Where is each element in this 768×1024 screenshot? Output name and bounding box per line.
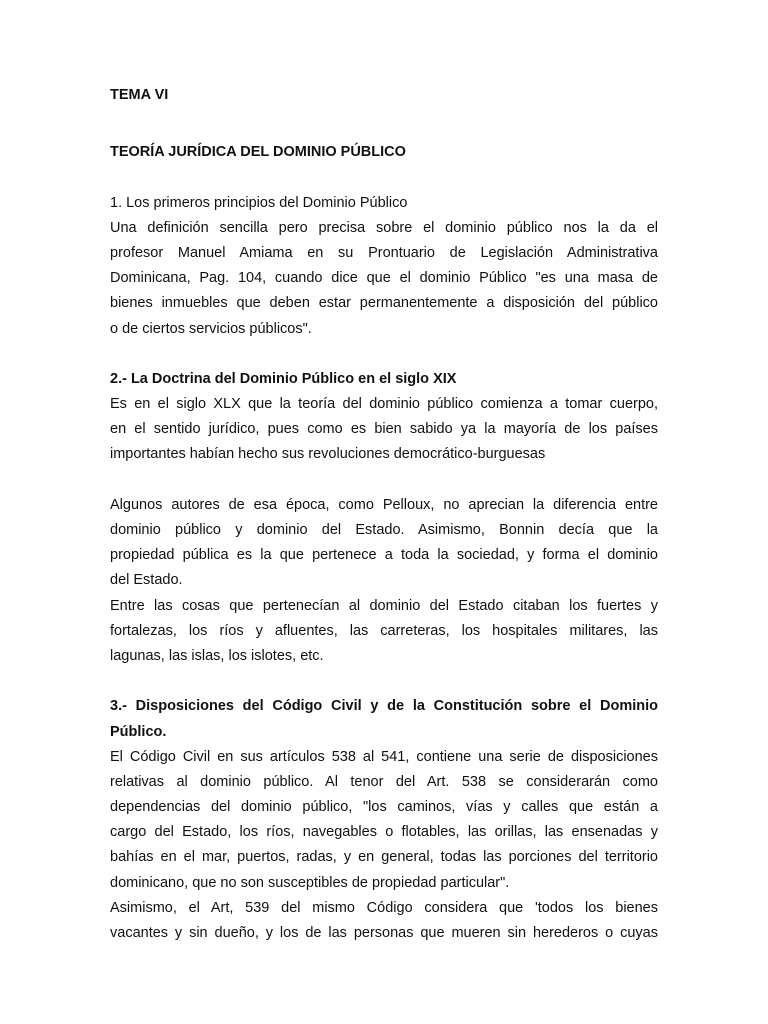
spacer <box>110 468 658 493</box>
paragraph-line: o de ciertos servicios públicos". <box>110 320 312 337</box>
paragraph-line: del Estado. <box>110 572 183 589</box>
paragraph-line: bienes inmuebles que deben estar permanentemente a disposición del público <box>110 295 658 312</box>
paragraph-line: Una definición sencilla pero precisa sobre el dominio público nos la da el <box>110 219 658 236</box>
paragraph-line: Es en el siglo XLX que la teoría del dominio público comienza a tomar cuerpo, <box>110 396 658 413</box>
paragraph-line: bahías en el mar, puertos, radas, y en general, todas las porciones del territorio <box>110 849 658 866</box>
paragraph-line: relativas al dominio público. Al tenor del Art. 538 se considerarán como <box>110 773 658 790</box>
section-3-heading: Público. <box>110 723 167 740</box>
spacer <box>110 108 658 140</box>
paragraph-line: profesor Manuel Amiama en su Prontuario de Legislación Administrativa <box>110 244 658 261</box>
paragraph-line: dominio público y dominio del Estado. Asimismo, Bonnin decía que la <box>110 522 658 538</box>
paragraph-line: Asimismo, el Art, 539 del mismo Código considera que 'todos los bienes <box>110 899 658 916</box>
paragraph-line: fortalezas, los ríos y afluentes, las carreteras, los hospitales militares, las <box>110 622 658 639</box>
paragraph-line: Dominicana, Pag. 104, cuando dice que el dominio Público "es una masa de <box>110 270 658 287</box>
paragraph-line: vacantes y sin dueño, y los de las personas que mueren sin herederos o cuyas <box>110 925 658 941</box>
paragraph-line: en el sentido jurídico, pues como es bien sabido ya la mayoría de los países <box>110 421 658 438</box>
paragraph-line: El Código Civil en sus artículos 538 al 541, contiene una serie de disposiciones <box>110 748 658 765</box>
paragraph-line: propiedad pública es la que pertenece a toda la sociedad, y forma el dominio <box>110 547 658 564</box>
document-page <box>110 83 658 946</box>
paragraph-line: importantes habían hecho sus revoluciones democrático-burguesas <box>110 446 546 463</box>
paragraph-line: Entre las cosas que pertenecían al dominio del Estado citaban los fuertes y <box>110 597 658 614</box>
section-2 <box>110 367 658 669</box>
spacer <box>110 669 658 694</box>
paragraph-line: dominicano, que no son susceptibles de propiedad particular". <box>110 874 510 891</box>
paragraph-line: dependencias del dominio público, "los caminos, vías y calles que están a <box>110 799 658 816</box>
paragraph-line: lagunas, las islas, los islotes, etc. <box>110 647 324 664</box>
paragraph-line: cargo del Estado, los ríos, navegables o flotables, las orillas, las ensenadas y <box>110 824 658 841</box>
document-title: TEMA VI <box>110 87 169 103</box>
section-3-heading: 3.- Disposiciones del Código Civil y de la Constitución sobre el Dominio <box>110 698 658 715</box>
section-1 <box>110 191 658 342</box>
spacer <box>110 165 658 190</box>
section-3 <box>110 694 658 946</box>
document-subtitle: TEORÍA JURÍDICA DEL DOMINIO PÚBLICO <box>110 144 406 161</box>
spacer <box>110 342 658 367</box>
paragraph-line: Algunos autores de esa época, como Pelloux, no aprecian la diferencia entre <box>110 496 658 513</box>
section-1-heading: 1. Los primeros principios del Dominio Público <box>110 194 408 211</box>
section-2-heading: 2.- La Doctrina del Dominio Público en el siglo XIX <box>110 370 457 387</box>
